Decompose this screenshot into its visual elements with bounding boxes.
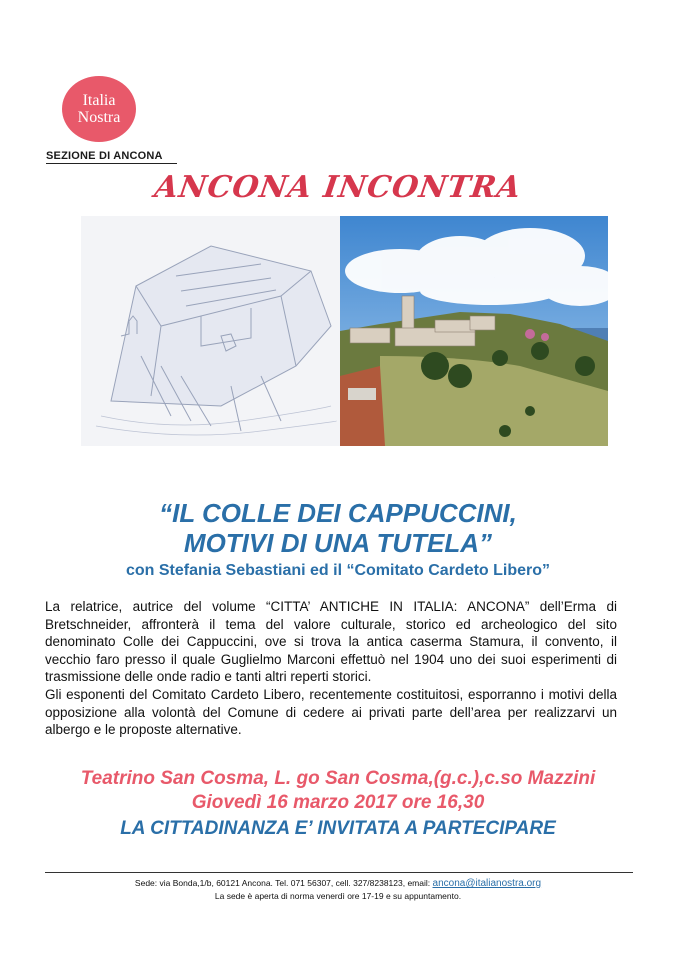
italia-nostra-logo bbox=[62, 76, 136, 142]
footer-address: Sede: via Bonda,1/b, 60121 Ancona. Tel. 071 56307, cell. 327/8238123, email: bbox=[134, 878, 431, 888]
hero-figure bbox=[81, 216, 608, 446]
event-description bbox=[45, 598, 617, 739]
footer bbox=[0, 877, 676, 903]
footer-hours: La sede è aperta di norma venerdì ore 17-19 e su appuntamento. bbox=[214, 891, 462, 901]
event-venue: Teatrino San Cosma, L. go San Cosma,(g.c.),c.so Mazzini bbox=[80, 768, 596, 789]
footer-divider bbox=[45, 872, 633, 873]
event-headline bbox=[0, 498, 676, 558]
footer-address-line bbox=[0, 877, 676, 890]
event-date: Giovedì 16 marzo 2017 ore 16,30 bbox=[191, 792, 485, 813]
logo-line-1: Italia bbox=[82, 92, 116, 109]
event-invitation: LA CITTADINANZA E’ INVITATA A PARTECIPARE bbox=[120, 818, 556, 839]
footer-email-link[interactable]: ancona@italianostra.org bbox=[432, 878, 542, 889]
logo-line-2: Nostra bbox=[77, 109, 121, 126]
series-title: ANCONA INCONTRA bbox=[152, 170, 524, 205]
hill-sketch-illustration bbox=[81, 216, 340, 446]
section-label: SEZIONE DI ANCONA bbox=[46, 150, 177, 164]
description-paragraph-2: Gli esponenti del Comitato Cardeto Libero, recentemente costituitosi, esporranno i motivi della opposizione alla volontà del Comune di cedere ai privati parte dell’area per realizzarvi un albergo e le proposte alternative. bbox=[45, 686, 617, 738]
headline-line-1: “IL COLLE DEI CAPPUCCINI, bbox=[159, 498, 517, 528]
event-subtitle: con Stefania Sebastiani ed il “Comitato Cardeto Libero” bbox=[125, 562, 551, 579]
description-paragraph-1: La relatrice, autrice del volume “CITTA’ ANTICHE IN ITALIA: ANCONA” dell’Erma di Bretschneider, affronterà il tema del valore culturale, storico ed archeologico del sito denominato Colle dei Cappuccini, ove si trova la antica caserma Stamura, il convento, il vecchio faro presso il quale Guglielmo Marconi effettuò nel 1904 uno dei suoi esperimenti di trasmissione delle onde radio e tanti altri reperti storici. bbox=[45, 599, 617, 685]
colle-cappuccini-photo bbox=[340, 216, 608, 446]
headline-line-2: MOTIVI DI UNA TUTELA” bbox=[183, 528, 493, 558]
